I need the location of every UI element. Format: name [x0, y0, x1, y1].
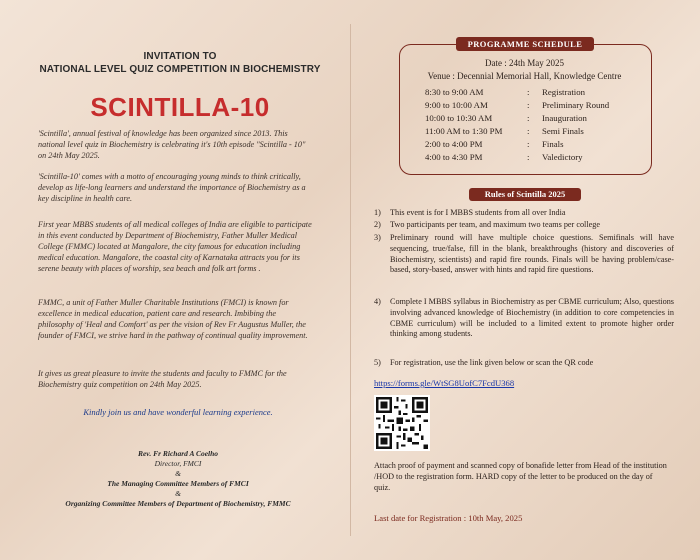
- invite-paragraph: It gives us great pleasure to invite the students and faculty to FMMC for the Biochemistry quiz competition on 24th May 2025.: [38, 369, 287, 389]
- schedule-event: Finals: [542, 139, 564, 149]
- schedule-sep: :: [527, 113, 530, 123]
- schedule-sep: :: [527, 152, 530, 162]
- rule-item: [374, 208, 674, 219]
- schedule-time: 10:00 to 10:30 AM: [425, 113, 493, 123]
- organizing-committee: Organizing Committee Members of Department of Biochemistry, FMMC: [65, 499, 291, 508]
- schedule-date: Date : 24th May 2025: [485, 58, 564, 68]
- rule-number: 2): [374, 220, 381, 229]
- rules-heading: Rules of Scintilla 2025: [469, 188, 581, 201]
- invitation-heading: [30, 50, 330, 76]
- ampersand: &: [175, 469, 181, 478]
- schedule-time: 9:00 to 10:00 AM: [425, 100, 488, 110]
- schedule-event: Inauguration: [542, 113, 587, 123]
- rule-text: Preliminary round will have multiple choice questions. Semifinals will have sequencing, true/false, fill in the blank, breakthroughs (history and discoveries of Biochemistry, scientists) and rapid fire rounds. Finals will be having problem/case-based, story-based, answer with hints and rapid fire questions.: [390, 233, 674, 275]
- rule-number: 5): [374, 358, 381, 367]
- rule-item: [374, 220, 674, 231]
- rule-item: [374, 297, 674, 355]
- attach-instructions: Attach proof of payment and scanned copy of bonafide letter from Head of the institution /HOD to the registration form. HARD copy of the letter to be produced on the day of quiz.: [374, 461, 667, 492]
- schedule-sep: :: [527, 139, 530, 149]
- eligibility-paragraph: First year MBBS students of all medical colleges of India are eligible to participate in this event conducted by Department of Biochemistry, Father Muller Medical College (FMMC) located at Mangalore, the city famous for education including medical education. Mangalore, the coastal city of Karnataka attracts you for its serene beauty with places of worship, sea beach and folk art forms .: [38, 220, 312, 273]
- qr-code-icon[interactable]: [374, 395, 430, 451]
- registration-link[interactable]: https://forms.gle/WtSG8UofC7FcdU368: [374, 378, 515, 388]
- schedule-event: Semi Finals: [542, 126, 584, 136]
- managing-committee: The Managing Committee Members of FMCI: [107, 479, 249, 488]
- schedule-time: 8:30 to 9:00 AM: [425, 87, 484, 97]
- schedule-sep: :: [527, 126, 530, 136]
- invitation-heading-line1: INVITATION TO: [143, 51, 217, 62]
- schedule-heading: PROGRAMME SCHEDULE: [456, 37, 594, 51]
- schedule-time: 11:00 AM to 1:30 PM: [425, 126, 503, 136]
- rule-number: 3): [374, 233, 381, 242]
- rule-item: [374, 358, 674, 369]
- rule-text: For registration, use the link given below or scan the QR code: [390, 358, 594, 367]
- invitation-heading-line2: NATIONAL LEVEL QUIZ COMPETITION IN BIOCHEMISTRY: [39, 64, 321, 75]
- schedule-time: 4:00 to 4:30 PM: [425, 152, 483, 162]
- event-title: SCINTILLA-10: [90, 92, 270, 122]
- rule-text: This event is for I MBBS students from all over India: [390, 208, 566, 217]
- rule-text: Complete I MBBS syllabus in Biochemistry as per CBME curriculum; Also, questions involving advanced knowledge of Biochemistry (in addition to core competencies in CBME curriculum) will be included to a limited extent to promote higher order thinking among students.: [390, 297, 674, 339]
- schedule-time: 2:00 to 4:00 PM: [425, 139, 483, 149]
- schedule-venue: Venue : Decennial Memorial Hall, Knowledge Centre: [427, 71, 622, 81]
- fmmc-paragraph: FMMC, a unit of Father Muller Charitable Institutions (FMCI) is known for excellence in medical education, patient care and research. Imbibing the philosophy of 'Heal and Comfort' as per the vision of Rev Fr Augustus Muller, the founder of FMCI, we strive hard in the pathway of continual quality improvement.: [38, 298, 308, 340]
- ampersand: &: [175, 489, 181, 498]
- rule-number: 1): [374, 208, 381, 217]
- last-date: Last date for Registration : 10th May, 2025: [374, 513, 523, 523]
- invitation-header: [30, 50, 330, 123]
- schedule-event: Valedictory: [542, 152, 583, 162]
- schedule-sep: :: [527, 87, 530, 97]
- schedule-sep: :: [527, 100, 530, 110]
- signatory-role: Director, FMCI: [154, 459, 202, 468]
- kindly-join-text: Kindly join us and have wonderful learning experience.: [83, 407, 273, 417]
- intro-paragraph: 'Scintilla', annual festival of knowledge has been organized since 2013. This national level quiz in Biochemistry is celebrating it's 10th episode "Scintilla - 10" on 24th May 2025.: [38, 129, 306, 160]
- signatory-name: Rev. Fr Richard A Coelho: [137, 449, 219, 458]
- rule-item: [374, 233, 674, 293]
- signature-block: [38, 449, 318, 509]
- motto-paragraph: 'Scintilla-10' comes with a motto of encouraging young minds to think critically, develop as life-long learners and understand the importance of Biochemistry as a key discipline in health care.: [38, 172, 306, 203]
- schedule-event: Preliminary Round: [542, 100, 610, 110]
- rule-text: Two participants per team, and maximum two teams per college: [390, 220, 600, 229]
- center-divider: [350, 24, 351, 536]
- schedule-event: Registration: [542, 87, 586, 97]
- rule-number: 4): [374, 297, 381, 306]
